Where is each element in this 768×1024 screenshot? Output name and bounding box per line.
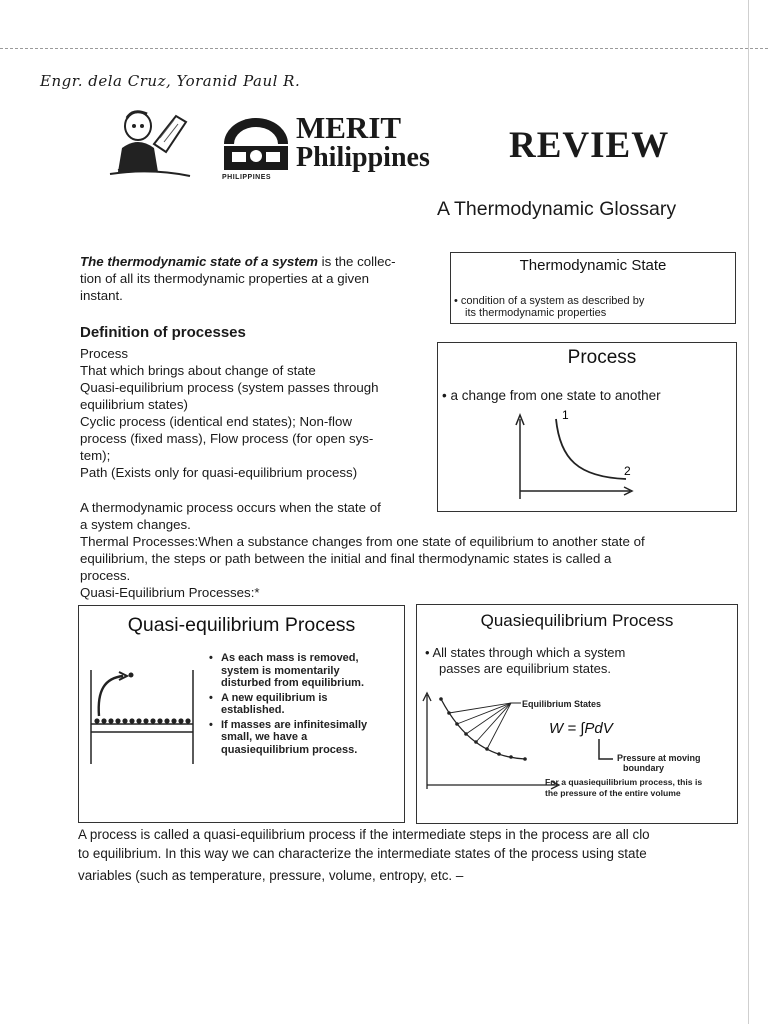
bullet-line: small, we have a bbox=[221, 731, 308, 743]
pressure-pointer bbox=[599, 739, 613, 759]
process-box-title: Process bbox=[567, 347, 637, 368]
body-text-short bbox=[80, 499, 440, 533]
scan-dashed-line bbox=[0, 48, 768, 49]
quasiequilibrium-pv-box bbox=[416, 604, 738, 824]
quasi-equilibrium-piston-box bbox=[78, 605, 405, 823]
definition-line: Path (Exists only for quasi-equilibrium process) bbox=[80, 465, 358, 480]
state-box-title: Thermodynamic State bbox=[519, 257, 667, 274]
footer-line-1: A process is called a quasi-equilibrium process if the intermediate steps in the process are all clo bbox=[78, 827, 650, 842]
pv-path-curve bbox=[441, 699, 525, 759]
body-line-6: Quasi-Equilibrium Processes:* bbox=[80, 585, 260, 600]
cartoon-reader-illustration bbox=[108, 104, 192, 186]
intro-paragraph bbox=[80, 253, 450, 304]
definition-line: tem); bbox=[80, 448, 111, 463]
definition-line: equilibrium states) bbox=[80, 397, 188, 412]
bullet-line: As each mass is removed, bbox=[221, 652, 359, 664]
definition-line: Cyclic process (identical end states); Non-flow bbox=[80, 414, 352, 429]
quasi-left-bullet: • If masses are infinitesimally small, we have a quasiequilibrium process. bbox=[209, 718, 368, 756]
bullet-line: A new equilibrium is bbox=[221, 691, 328, 704]
bullet-line: established. bbox=[221, 704, 285, 716]
removed-mass bbox=[129, 673, 134, 678]
review-title: REVIEW bbox=[509, 125, 670, 166]
glossary-subtitle: A Thermodynamic Glossary bbox=[437, 198, 677, 220]
body-line-5: process. bbox=[80, 568, 131, 583]
brand-merit: MERIT bbox=[296, 110, 402, 145]
body-line-1: A thermodynamic process occurs when the state of bbox=[80, 500, 381, 515]
brand-philippines: Philippines bbox=[296, 142, 430, 173]
footer-line-2: to equilibrium. In this way we can characterize the intermediate states of the process using state bbox=[78, 845, 647, 861]
footer-paragraph bbox=[78, 826, 744, 886]
intro-bold-lead: The thermodynamic state of a system bbox=[80, 254, 318, 269]
quasi-left-bullet: • A new equilibrium is established. bbox=[209, 691, 328, 716]
thermodynamic-state-box bbox=[450, 252, 736, 324]
equilibrium-states-label: Equilibrium States bbox=[522, 699, 602, 709]
intro-line1-rest: is the collec- bbox=[317, 254, 396, 269]
quasi-left-bullet: • As each mass is removed, system is momentarily disturbed from equilibrium. bbox=[209, 652, 365, 689]
pressure-label-line2: boundary bbox=[623, 763, 665, 773]
piston-cylinder-diagram bbox=[87, 660, 197, 770]
brand-small: PHILIPPINES bbox=[222, 174, 272, 181]
bullet-line: If masses are infinitesimally bbox=[221, 718, 368, 731]
mass-removal-arrow bbox=[99, 676, 123, 716]
definitions-list bbox=[80, 345, 435, 481]
body-line-4: equilibrium, the steps or path between the initial and final thermodynamic states is called a bbox=[80, 551, 612, 566]
quasi-right-bullet-2: passes are equilibrium states. bbox=[439, 661, 611, 676]
bullet-line: disturbed from equilibrium. bbox=[221, 677, 365, 689]
definition-line: process (fixed mass), Flow process (for open sys- bbox=[80, 431, 374, 446]
quasi-left-title: Quasi-equilibrium Process bbox=[127, 614, 356, 636]
pressure-label-line1: Pressure at moving bbox=[617, 753, 701, 763]
quasi-note-line1: For a quasiequilibrium process, this is bbox=[545, 777, 703, 787]
definition-line: Quasi-equilibrium process (system passes through bbox=[80, 380, 379, 395]
body-line-2: a system changes. bbox=[80, 517, 191, 532]
bullet-line: quasiequilibrium process. bbox=[221, 743, 358, 756]
intro-line3: instant. bbox=[80, 288, 123, 303]
intro-line2: tion of all its thermodynamic properties at a given bbox=[80, 271, 369, 286]
definition-line: That which brings about change of state bbox=[80, 363, 316, 378]
process-box bbox=[437, 342, 737, 512]
state-box-bullet-2: its thermodynamic properties bbox=[465, 307, 607, 319]
process-point-2-label: 2 bbox=[624, 464, 631, 478]
quasi-left-bullets bbox=[209, 652, 399, 756]
process-path-curve bbox=[556, 419, 626, 479]
process-curve-plot bbox=[508, 405, 638, 505]
quasi-note-line2: the pressure of the entire volume bbox=[545, 788, 681, 798]
definition-line: Process bbox=[80, 346, 129, 361]
process-box-bullet: • a change from one state to another bbox=[442, 388, 661, 403]
work-integral-formula: W = ∫PdV bbox=[549, 720, 613, 737]
quasi-right-bullet-1: • All states through which a system bbox=[425, 645, 626, 660]
merit-logo-icon bbox=[220, 116, 292, 172]
definitions-heading: Definition of processes bbox=[80, 324, 246, 341]
body-text-thermal bbox=[80, 533, 744, 601]
quasi-right-title: Quasiequilibrium Process bbox=[480, 611, 674, 630]
small-masses bbox=[94, 718, 190, 723]
body-line-3: Thermal Processes:When a substance changes from one state of equilibrium to another state of bbox=[80, 534, 645, 549]
footer-line-3: variables (such as temperature, pressure, volume, entropy, etc. – bbox=[78, 868, 464, 883]
equilibrium-state-points bbox=[439, 697, 527, 761]
process-point-1-label: 1 bbox=[562, 408, 569, 422]
pv-diagram bbox=[421, 689, 737, 819]
handwritten-name: Engr. dela Cruz, Yoranid Paul R. bbox=[40, 72, 301, 90]
state-box-bullet-1: • condition of a system as described by bbox=[454, 295, 645, 307]
bullet-line: system is momentarily bbox=[221, 664, 340, 677]
page-edge bbox=[748, 0, 749, 1024]
